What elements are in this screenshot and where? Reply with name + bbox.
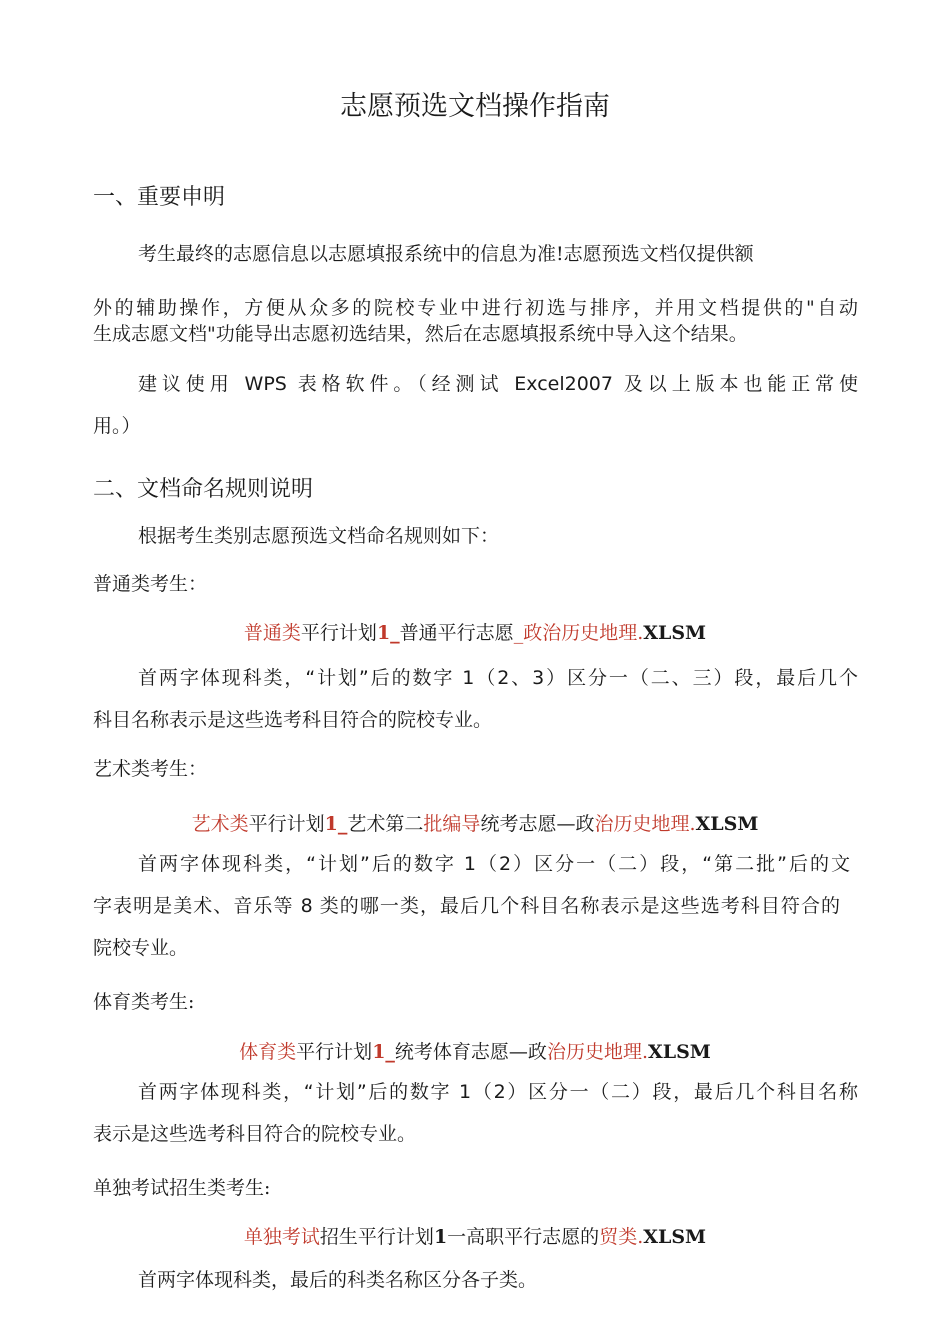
cat1-filename	[0, 621, 950, 645]
cat2-f-b: 平行计划	[248, 813, 325, 835]
cat4-f-f: XLSM	[643, 1226, 707, 1248]
page-title: 志愿预选文档操作指南	[340, 91, 610, 122]
cat1-label: 普通类考生：	[93, 573, 208, 595]
cat2-f-h: 治历史地理.	[594, 813, 696, 835]
cat2-f-d: 艺术第二	[347, 813, 424, 835]
cat3-f-e: 治历史地理.	[546, 1041, 648, 1063]
cat2-desc-line-3: 院校专业。	[93, 937, 189, 959]
cat2-desc-line-1: 首两字体现科类，“计划”后的数字 1（2）区分一（二）段，“第二批”后的文	[138, 853, 850, 875]
cat4-f-d: 一高职平行志愿的	[447, 1226, 600, 1248]
cat2-f-c: 1_	[324, 813, 348, 835]
s1-paragraph-1-line-3: 生成志愿文档"功能导出志愿初选结果，然后在志愿填报系统中导入这个结果。	[93, 323, 748, 345]
cat4-label: 单独考试招生类考生:	[93, 1177, 271, 1199]
s1-paragraph-1-line-1: 考生最终的志愿信息以志愿填报系统中的信息为准!志愿预选文档仅提供额	[138, 243, 754, 265]
s1-paragraph-2-line-1: 建议使用 WPS 表格软件。（经测试 Excel2007 及以上版本也能正常使	[138, 373, 858, 395]
cat4-f-c: 1	[433, 1226, 448, 1248]
s1-paragraph-1-line-2: 外的辅助操作，方便从众多的院校专业中进行初选与排序，并用文档提供的"自动	[93, 297, 858, 319]
cat1-f-f: XLSM	[643, 622, 707, 644]
cat1-f-d: 普通平行志愿	[399, 622, 514, 644]
cat2-f-e: 批编导	[423, 813, 481, 835]
cat3-f-a: 体育类	[239, 1041, 297, 1063]
cat2-f-g: 统考志愿—政	[480, 813, 595, 835]
cat2-f-a: 艺术类	[191, 813, 249, 835]
cat2-label: 艺术类考生：	[93, 758, 208, 780]
cat3-desc-line-1: 首两字体现科类，“计划”后的数字 1（2）区分一（二）段，最后几个科目名称	[138, 1081, 858, 1103]
cat4-f-a: 单独考试	[243, 1226, 320, 1248]
cat4-filename	[0, 1225, 950, 1249]
s2-intro: 根据考生类别志愿预选文档命名规则如下：	[138, 525, 500, 547]
cat4-f-e: 贸类.	[599, 1226, 644, 1248]
cat4-desc-line-1: 首两字体现科类，最后的科类名称区分各子类。	[138, 1269, 538, 1291]
cat3-f-b: 平行计划	[296, 1041, 373, 1063]
cat3-f-c: 1_	[372, 1041, 395, 1063]
cat3-f-d: 统考体育志愿—政	[394, 1041, 547, 1063]
cat3-filename	[0, 1040, 950, 1064]
cat1-f-c: 1_	[376, 622, 400, 644]
cat1-desc-line-2: 科目名称表示是这些选考科目符合的院校专业。	[93, 709, 493, 731]
cat1-f-e: _政治历史地理.	[513, 622, 644, 644]
cat3-f-f: XLSM	[647, 1041, 711, 1063]
cat2-f-f: XLSM	[695, 813, 759, 835]
cat1-f-a: 普通类	[243, 622, 301, 644]
s1-paragraph-2-line-2: 用。）	[93, 415, 141, 437]
cat3-desc-line-2: 表示是这些选考科目符合的院校专业。	[93, 1123, 417, 1145]
section-2-heading: 二、文档命名规则说明	[93, 477, 314, 502]
cat1-desc-line-1: 首两字体现科类，“计划”后的数字 1（2、3）区分一（二、三）段，最后几个	[138, 667, 858, 689]
cat1-f-b: 平行计划	[300, 622, 377, 644]
section-1-heading: 一、重要申明	[93, 185, 226, 210]
cat3-label: 体育类考生:	[93, 991, 195, 1013]
cat2-filename	[0, 812, 950, 836]
cat4-f-b: 招生平行计划	[319, 1226, 434, 1248]
cat2-desc-line-2: 字表明是美术、音乐等 8 类的哪一类，最后几个科目名称表示是这些选考科目符合的	[93, 895, 840, 917]
